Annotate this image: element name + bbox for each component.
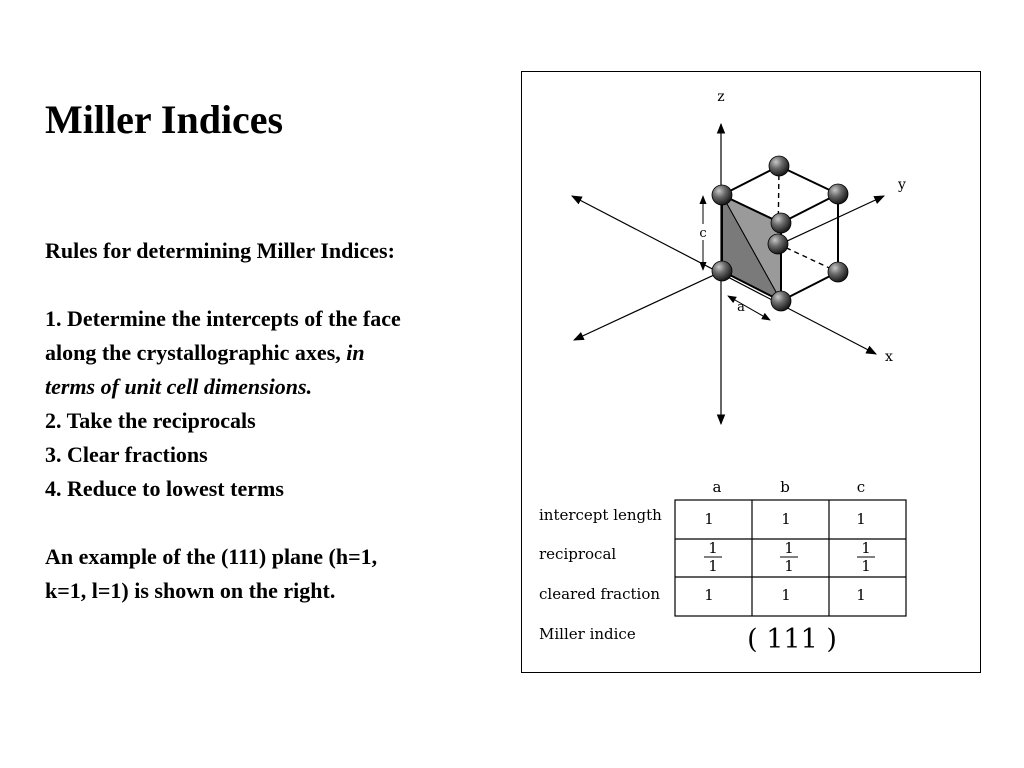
fraction-numerator: 1 <box>861 539 871 557</box>
column-header-c: c <box>856 478 866 496</box>
table-cell: 1 <box>781 586 791 604</box>
fraction-denominator: 1 <box>784 557 794 575</box>
slide-title: Miller Indices <box>45 97 284 142</box>
row-label-miller: Miller indice <box>539 625 636 643</box>
x-axis-label: x <box>885 349 893 365</box>
c-dimension-label: c <box>699 226 707 241</box>
miller-index-value: ( 111 ) <box>747 624 837 655</box>
crystal-diagram <box>522 72 980 672</box>
step-1-line-3 <box>45 370 515 404</box>
atom <box>768 234 788 254</box>
column-header-a: a <box>712 478 722 496</box>
atom <box>712 185 732 205</box>
a-dimension-label: a <box>737 300 745 315</box>
atom <box>769 156 789 176</box>
step-1-line-1: 1. Determine the intercepts of the face <box>45 306 401 331</box>
miller-figure <box>521 71 981 673</box>
y-axis-label: y <box>898 177 906 193</box>
fraction-denominator: 1 <box>708 557 718 575</box>
atom <box>828 262 848 282</box>
table-cell: 1 <box>856 586 866 604</box>
step-1-text: along the crystallographic axes, <box>45 340 347 365</box>
fraction-numerator: 1 <box>708 539 718 557</box>
miller-table <box>539 478 906 655</box>
table-cell: 1 <box>856 510 866 528</box>
atom <box>828 184 848 204</box>
step-1-line-2 <box>45 336 515 370</box>
atom <box>771 291 791 311</box>
rules-heading: Rules for determining Miller Indices: <box>45 238 395 263</box>
row-label-intercept: intercept length <box>539 506 662 524</box>
row-label-cleared: cleared fraction <box>539 585 661 603</box>
step-1-italic-cont: terms of unit cell dimensions. <box>45 374 313 399</box>
column-header-b: b <box>780 478 790 496</box>
step-2: 2. Take the reciprocals <box>45 408 256 433</box>
table-cell: 1 <box>781 510 791 528</box>
example-line-1: An example of the (111) plane (h=1, <box>45 544 378 569</box>
row-label-reciprocal: reciprocal <box>539 545 617 563</box>
step-1-italic: in <box>346 340 365 365</box>
rules-text-block <box>45 234 515 608</box>
step-3: 3. Clear fractions <box>45 442 208 467</box>
step-4: 4. Reduce to lowest terms <box>45 476 284 501</box>
fraction-numerator: 1 <box>784 539 794 557</box>
table-cell: 1 <box>704 586 714 604</box>
atom <box>712 261 732 281</box>
a-dimension-arrow <box>728 296 770 320</box>
fraction-denominator: 1 <box>861 557 871 575</box>
atom <box>771 213 791 233</box>
example-line-2: k=1, l=1) is shown on the right. <box>45 578 336 603</box>
z-axis-label: z <box>717 89 725 105</box>
table-cell: 1 <box>704 510 714 528</box>
